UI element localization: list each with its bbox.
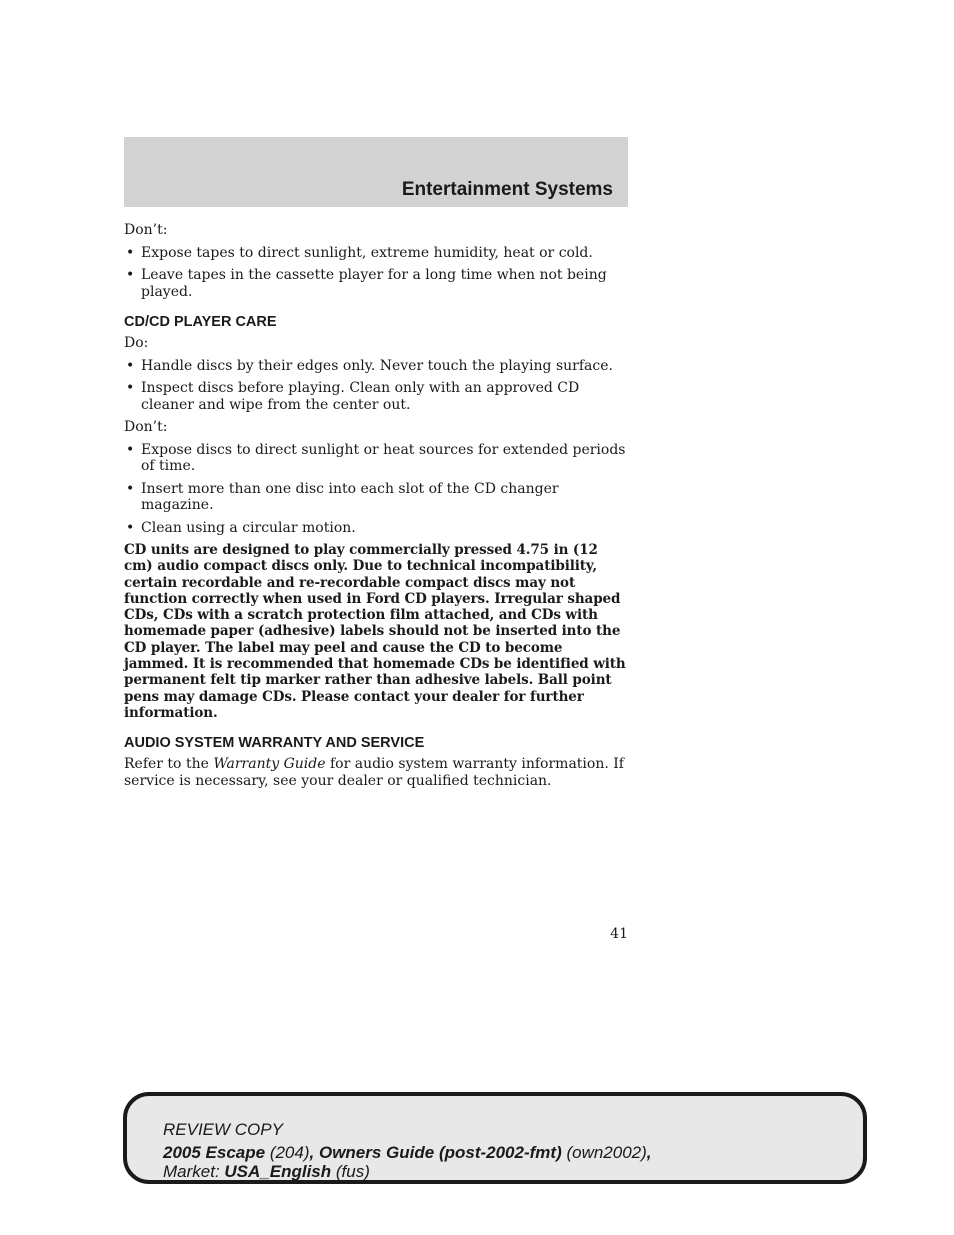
review-copy-footer [123, 1092, 867, 1184]
footer-market-line [163, 1162, 370, 1182]
list-item: • Expose discs to direct sunlight or heat sources for extended periods of time. [124, 442, 628, 475]
footer-guide: Owners Guide (post-2002-fmt) [318, 1143, 562, 1162]
page-number: 41 [610, 926, 628, 942]
footer-guide-code: (own2002) [561, 1143, 647, 1162]
footer-market-code: (fus) [331, 1162, 370, 1181]
cd-warning: CD units are designed to play commercially pressed 4.75 in (12 cm) audio compact discs only. Due to technical incompatibility, certain recordable and re-recordable compact discs may not function correctly when used in Ford CD players. Irregular shaped CDs, CDs with a scratch protection film attached, and CDs with homemade paper (adhesive) labels should not be inserted into the CD player. The label may peel and cause the CD to become jammed. It is recommended that homemade CDs be identified with permanent felt tip marker rather than adhesive labels. Ball point pens may damage CDs. Please contact your dealer for further information. [124, 542, 626, 721]
footer-model: 2005 Escape [163, 1143, 266, 1162]
list-item: • Clean using a circular motion. [124, 520, 628, 537]
footer-model-code: (204) [265, 1143, 310, 1162]
section-header [124, 137, 628, 207]
tape-dont-label: Don’t: [124, 222, 168, 238]
footer-market: USA_English [224, 1162, 332, 1181]
page-content [124, 222, 628, 795]
list-item: • Inspect discs before playing. Clean only with an approved CD cleaner and wipe from the center out. [124, 380, 628, 413]
footer-model-line [163, 1143, 652, 1163]
footer-market-label: Market: [163, 1162, 225, 1181]
warranty-heading: AUDIO SYSTEM WARRANTY AND SERVICE [124, 735, 425, 752]
footer-sep1: , [309, 1143, 319, 1162]
cd-do-list [124, 358, 628, 414]
cd-care-heading: CD/CD PLAYER CARE [124, 314, 277, 330]
list-item: • Handle discs by their edges only. Never touch the playing surface. [124, 358, 628, 375]
list-item: • Insert more than one disc into each slot of the CD changer magazine. [124, 481, 628, 514]
warranty-guide-name: Warranty Guide [213, 756, 326, 773]
cd-do-label: Do: [124, 335, 149, 351]
list-item: • Leave tapes in the cassette player for a long time when not being played. [124, 267, 628, 300]
cd-dont-label: Don’t: [124, 419, 168, 435]
list-item: • Expose tapes to direct sunlight, extreme humidity, heat or cold. [124, 245, 628, 262]
footer-sep2: , [646, 1143, 652, 1162]
tape-dont-list [124, 245, 628, 301]
warranty-text-after: for audio system warranty information. If service is necessary, see your dealer or qualified technician. [124, 756, 624, 789]
warranty-text [124, 756, 628, 789]
section-title: Entertainment Systems [401, 179, 613, 200]
cd-dont-list [124, 442, 628, 537]
warranty-text-before: Refer to the [124, 756, 214, 773]
footer-review: REVIEW COPY [163, 1120, 283, 1139]
